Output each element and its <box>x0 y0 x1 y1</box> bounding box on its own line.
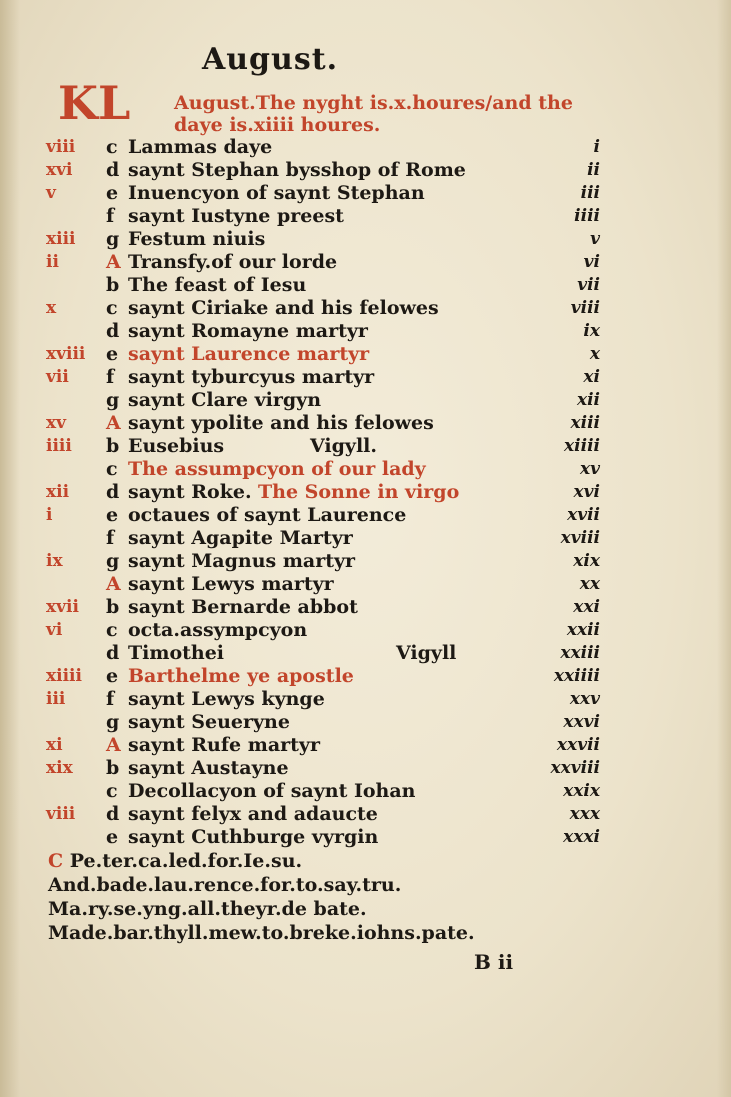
dominical-letter: b <box>106 274 120 296</box>
calendar-row <box>0 619 731 642</box>
golden-number: xix <box>46 758 73 778</box>
footer-verse-text-1: Pe.ter.ca.led.for.Ie.su. <box>69 850 303 872</box>
calendar-row <box>0 412 731 435</box>
calendar-row <box>0 159 731 182</box>
calendar-row <box>0 458 731 481</box>
dominical-letter: c <box>106 780 118 802</box>
day-number: v <box>590 229 600 249</box>
golden-number: xvi <box>46 160 73 180</box>
dominical-letter: e <box>106 826 119 848</box>
feast-name: octa.assympcyon <box>128 619 308 641</box>
day-number: i <box>593 137 600 157</box>
dominical-letter: d <box>106 481 120 503</box>
golden-number: xii <box>46 482 70 502</box>
golden-number: iii <box>46 689 66 709</box>
day-number: xv <box>579 459 600 479</box>
calendar-row <box>0 320 731 343</box>
feast-name: saynt Lewys kynge <box>128 688 325 710</box>
day-number: iii <box>580 183 600 203</box>
dominical-letter: c <box>106 619 118 641</box>
day-number: x <box>589 344 600 364</box>
feast-note: Vigyll. <box>310 435 378 457</box>
signature-mark: B ii <box>474 950 514 974</box>
feast-name: Barthelme ye apostle <box>128 665 354 687</box>
calendar-row <box>0 711 731 734</box>
kl-initial: KL <box>58 76 131 130</box>
feast-name: saynt Rufe martyr <box>128 734 320 756</box>
golden-number: xiii <box>46 229 76 249</box>
calendar-row <box>0 757 731 780</box>
day-number: viii <box>570 298 600 318</box>
dominical-letter: A <box>106 734 121 756</box>
dominical-letter: g <box>106 389 120 411</box>
dominical-letter: A <box>106 412 121 434</box>
feast-name: The assumpcyon of our lady <box>128 458 426 480</box>
day-number: ix <box>583 321 600 341</box>
dominical-letter: b <box>106 596 120 618</box>
calendar-row <box>0 343 731 366</box>
dominical-letter: A <box>106 573 121 595</box>
day-number: xii <box>576 390 600 410</box>
feast-name: Lammas daye <box>128 136 273 158</box>
feast-note: The Sonne in virgo <box>258 481 460 503</box>
day-number: vi <box>583 252 600 272</box>
golden-number: x <box>46 298 57 318</box>
dominical-letter: f <box>106 688 115 710</box>
feast-name: Decollacyon of saynt Iohan <box>128 780 416 802</box>
dominical-letter: d <box>106 803 120 825</box>
day-number: xxvi <box>563 712 600 732</box>
footer-verse-line-3: Ma.ry.se.yng.all.theyr.de bate. <box>48 898 367 920</box>
dominical-letter: d <box>106 159 120 181</box>
feast-name: saynt Seueryne <box>128 711 290 733</box>
calendar-row <box>0 297 731 320</box>
feast-name: saynt tyburcyus martyr <box>128 366 375 388</box>
day-number: xi <box>583 367 600 387</box>
calendar-row <box>0 389 731 412</box>
day-number: xx <box>579 574 600 594</box>
dominical-letter: b <box>106 757 120 779</box>
calendar-row <box>0 642 731 665</box>
calendar-row <box>0 780 731 803</box>
feast-name: saynt Magnus martyr <box>128 550 356 572</box>
feast-name: The feast of Iesu <box>128 274 307 296</box>
calendar-row <box>0 665 731 688</box>
feast-name: saynt Roke. <box>128 481 252 503</box>
dominical-letter: f <box>106 205 115 227</box>
day-number: vii <box>577 275 600 295</box>
calendar-row <box>0 435 731 458</box>
calendar-row <box>0 504 731 527</box>
dominical-letter: g <box>106 711 120 733</box>
day-number: xvii <box>567 505 600 525</box>
footer-verse-line-2: And.bade.lau.rence.for.to.say.tru. <box>48 874 402 896</box>
feast-name: saynt Laurence martyr <box>128 343 370 365</box>
golden-number: vii <box>46 367 69 387</box>
golden-number: xvii <box>46 597 79 617</box>
calendar-row <box>0 205 731 228</box>
day-number: xiii <box>570 413 600 433</box>
golden-number: ix <box>46 551 63 571</box>
calendar-row <box>0 366 731 389</box>
dominical-letter: g <box>106 228 120 250</box>
day-number: ii <box>587 160 600 180</box>
dominical-letter: c <box>106 297 118 319</box>
day-number: xxiiii <box>553 666 600 686</box>
golden-number: ii <box>46 252 59 272</box>
feast-name: saynt Agapite Martyr <box>128 527 353 549</box>
calendar-row <box>0 228 731 251</box>
day-number: xvi <box>573 482 600 502</box>
feast-note: Vigyll <box>396 642 457 664</box>
dominical-letter: e <box>106 182 119 204</box>
feast-name: saynt Cuthburge vyrgin <box>128 826 379 848</box>
day-number: xxiii <box>560 643 600 663</box>
feast-name: saynt Clare virgyn <box>128 389 322 411</box>
dominical-letter: d <box>106 320 120 342</box>
calendar-row <box>0 573 731 596</box>
golden-number: xiiii <box>46 666 82 686</box>
calendar-row <box>0 596 731 619</box>
dominical-letter: A <box>106 251 121 273</box>
feast-name: Timothei <box>128 642 225 664</box>
day-number: xxvii <box>556 735 600 755</box>
dominical-letter: f <box>106 366 115 388</box>
golden-number: v <box>46 183 56 203</box>
dominical-letter: g <box>106 550 120 572</box>
day-number: xviii <box>560 528 600 548</box>
feast-name: octaues of saynt Laurence <box>128 504 407 526</box>
golden-number: viii <box>46 804 76 824</box>
calendar-row <box>0 481 731 504</box>
calendar-row <box>0 688 731 711</box>
calendar-row <box>0 136 731 159</box>
day-number: xiiii <box>564 436 600 456</box>
golden-number: i <box>46 505 53 525</box>
day-number: xxix <box>563 781 600 801</box>
feast-name: saynt ypolite and his felowes <box>128 412 434 434</box>
feast-name: Festum niuis <box>128 228 266 250</box>
calendar-row <box>0 803 731 826</box>
paragraph-mark: C <box>48 850 64 872</box>
feast-name: saynt Ciriake and his felowes <box>128 297 439 319</box>
dominical-letter: e <box>106 343 119 365</box>
golden-number: iiii <box>46 436 72 456</box>
day-number: xxi <box>573 597 600 617</box>
dominical-letter: d <box>106 642 120 664</box>
dominical-letter: c <box>106 136 118 158</box>
calendar-row <box>0 826 731 849</box>
dominical-letter: e <box>106 504 119 526</box>
feast-name: saynt Iustyne preest <box>128 205 344 227</box>
feast-name: saynt felyx and adaucte <box>128 803 378 825</box>
feast-name: Inuencyon of saynt Stephan <box>128 182 425 204</box>
golden-number: vi <box>46 620 63 640</box>
month-title: August. <box>201 42 339 77</box>
dominical-letter: f <box>106 527 115 549</box>
footer-verse-line-1 <box>48 852 302 871</box>
golden-number: xv <box>46 413 67 433</box>
calendar-row <box>0 274 731 297</box>
header-line-2: daye is.xiiii houres. <box>174 114 381 136</box>
feast-name: saynt Austayne <box>128 757 289 779</box>
day-number: xxii <box>566 620 600 640</box>
day-number: xix <box>573 551 600 571</box>
golden-number: xi <box>46 735 63 755</box>
day-number: xxv <box>569 689 600 709</box>
dominical-letter: e <box>106 665 119 687</box>
feast-name: saynt Bernarde abbot <box>128 596 358 618</box>
calendar-row <box>0 550 731 573</box>
footer-verse-line-4: Made.bar.thyll.mew.to.breke.iohns.pate. <box>48 922 475 944</box>
calendar-row <box>0 734 731 757</box>
feast-name: Transfy.of our lorde <box>128 251 338 273</box>
calendar-row <box>0 527 731 550</box>
day-number: xxxi <box>563 827 600 847</box>
golden-number: xviii <box>46 344 86 364</box>
day-number: xxviii <box>550 758 600 778</box>
dominical-letter: b <box>106 435 120 457</box>
feast-name: saynt Lewys martyr <box>128 573 334 595</box>
feast-name: saynt Romayne martyr <box>128 320 368 342</box>
dominical-letter: c <box>106 458 118 480</box>
golden-number: viii <box>46 137 76 157</box>
feast-name: Eusebius <box>128 435 225 457</box>
feast-name: saynt Stephan bysshop of Rome <box>128 159 466 181</box>
day-number: iiii <box>574 206 600 226</box>
day-number: xxx <box>569 804 600 824</box>
header-line-1: August.The nyght is.x.houres/and the <box>174 92 573 114</box>
calendar-row <box>0 251 731 274</box>
calendar-row <box>0 182 731 205</box>
